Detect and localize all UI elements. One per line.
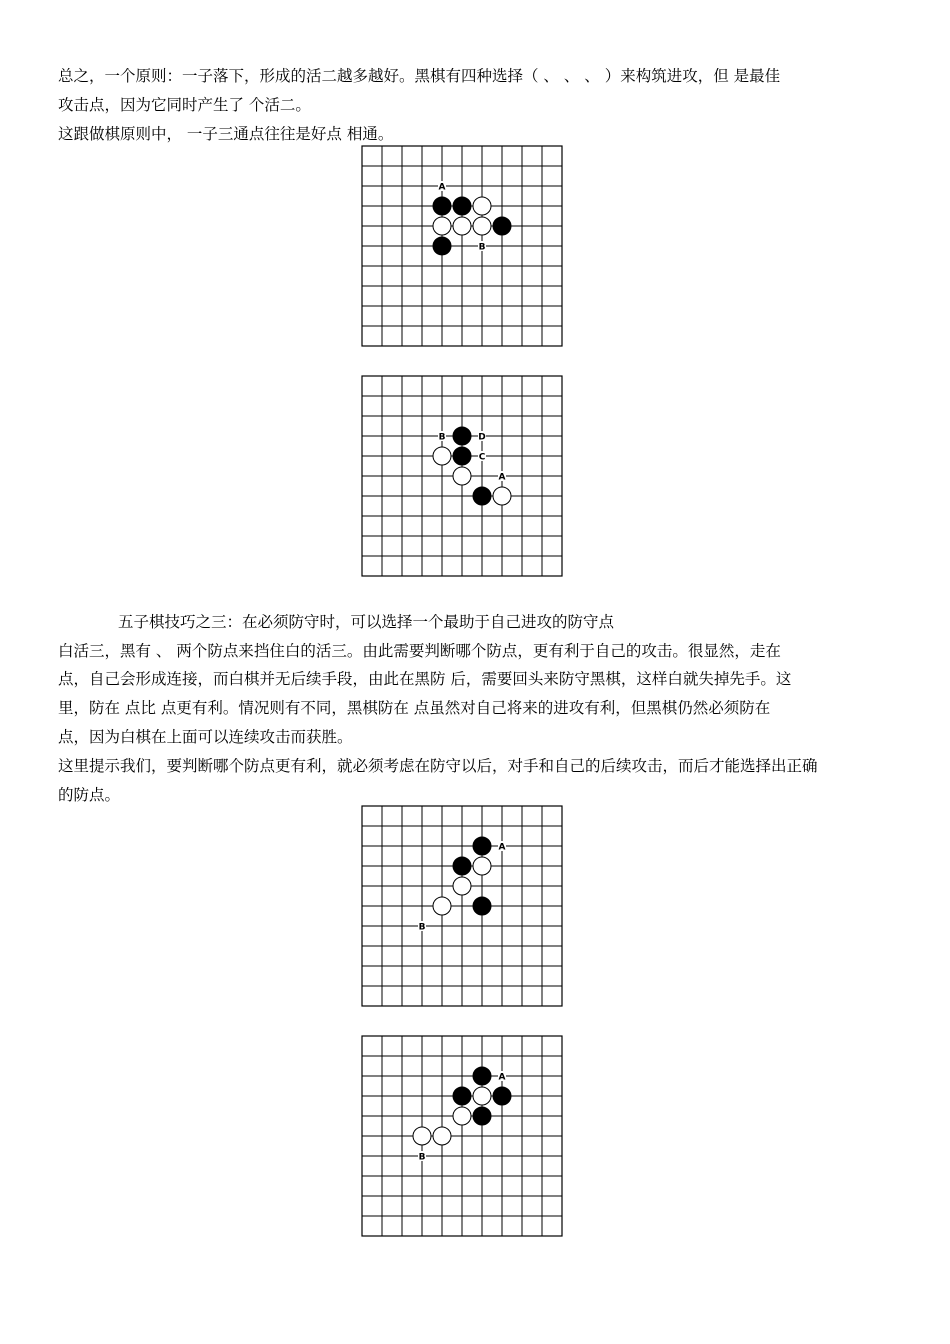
gomoku-board-2 — [361, 375, 563, 577]
point-label: A — [498, 842, 506, 853]
black-stone — [453, 447, 471, 465]
white-stone — [473, 197, 491, 215]
white-stone — [453, 217, 471, 235]
text-line: 点，自己会形成连接，而白棋并无后续手段，由此在黑防 后，需要回头来防守黑棋，这样白就失掉先手。这 — [58, 670, 792, 688]
white-stone — [473, 217, 491, 235]
section-heading: 五子棋技巧之三：在必须防守时，可以选择一个最助于自己进攻的防守点 — [118, 613, 615, 631]
white-stone — [453, 877, 471, 895]
text-line: 点，因为白棋在上面可以连续攻击而获胜。 — [58, 728, 353, 746]
black-stone — [473, 1107, 491, 1125]
white-stone — [433, 1127, 451, 1145]
point-label: D — [478, 432, 486, 443]
black-stone — [453, 427, 471, 445]
gomoku-board-1 — [361, 145, 563, 347]
white-stone — [473, 1087, 491, 1105]
white-stone — [473, 857, 491, 875]
gomoku-board-4 — [361, 1035, 563, 1237]
white-stone — [433, 447, 451, 465]
text-line: 这跟做棋原则中， 一子三通点往往是好点 相通。 — [58, 125, 394, 143]
black-stone — [433, 197, 451, 215]
point-label: A — [438, 182, 446, 193]
board-svg — [361, 1035, 563, 1237]
white-stone — [433, 897, 451, 915]
text-line: 攻击点，因为它同时产生了 个活二。 — [58, 96, 311, 114]
black-stone — [473, 837, 491, 855]
black-stone — [453, 857, 471, 875]
point-label: B — [418, 922, 426, 933]
black-stone — [453, 1087, 471, 1105]
board-svg — [361, 805, 563, 1007]
text-line: 白活三，黑有 、 两个防点来挡住白的活三。由此需要判断哪个防点，更有利于自己的攻击。很显然，走在 — [58, 642, 781, 660]
text-line: 里，防在 点比 点更有利。情况则有不同，黑棋防在 点虽然对自己将来的进攻有利，但黑棋仍然必须防在 — [58, 699, 771, 717]
point-label: B — [438, 432, 446, 443]
white-stone — [453, 1107, 471, 1125]
point-label: B — [418, 1152, 426, 1163]
black-stone — [473, 897, 491, 915]
point-label: A — [498, 472, 506, 483]
point-label: A — [498, 1072, 506, 1083]
black-stone — [493, 217, 511, 235]
white-stone — [493, 487, 511, 505]
white-stone — [433, 217, 451, 235]
black-stone — [473, 1067, 491, 1085]
black-stone — [473, 487, 491, 505]
gomoku-board-3 — [361, 805, 563, 1007]
white-stone — [413, 1127, 431, 1145]
point-label: C — [478, 452, 486, 463]
text-line: 总之，一个原则：一子落下，形成的活二越多越好。黑棋有四种选择（ 、 、 、 ）来构筑进攻，但 是最佳 — [58, 67, 781, 85]
point-label: B — [478, 242, 486, 253]
black-stone — [493, 1087, 511, 1105]
text-line: 这里提示我们，要判断哪个防点更有利，就必须考虑在防守以后，对手和自己的后续攻击，而后才能选择出正确 — [58, 757, 818, 775]
black-stone — [433, 237, 451, 255]
board-svg — [361, 145, 563, 347]
board-svg — [361, 375, 563, 577]
text-line: 的防点。 — [58, 786, 121, 804]
black-stone — [453, 197, 471, 215]
white-stone — [453, 467, 471, 485]
